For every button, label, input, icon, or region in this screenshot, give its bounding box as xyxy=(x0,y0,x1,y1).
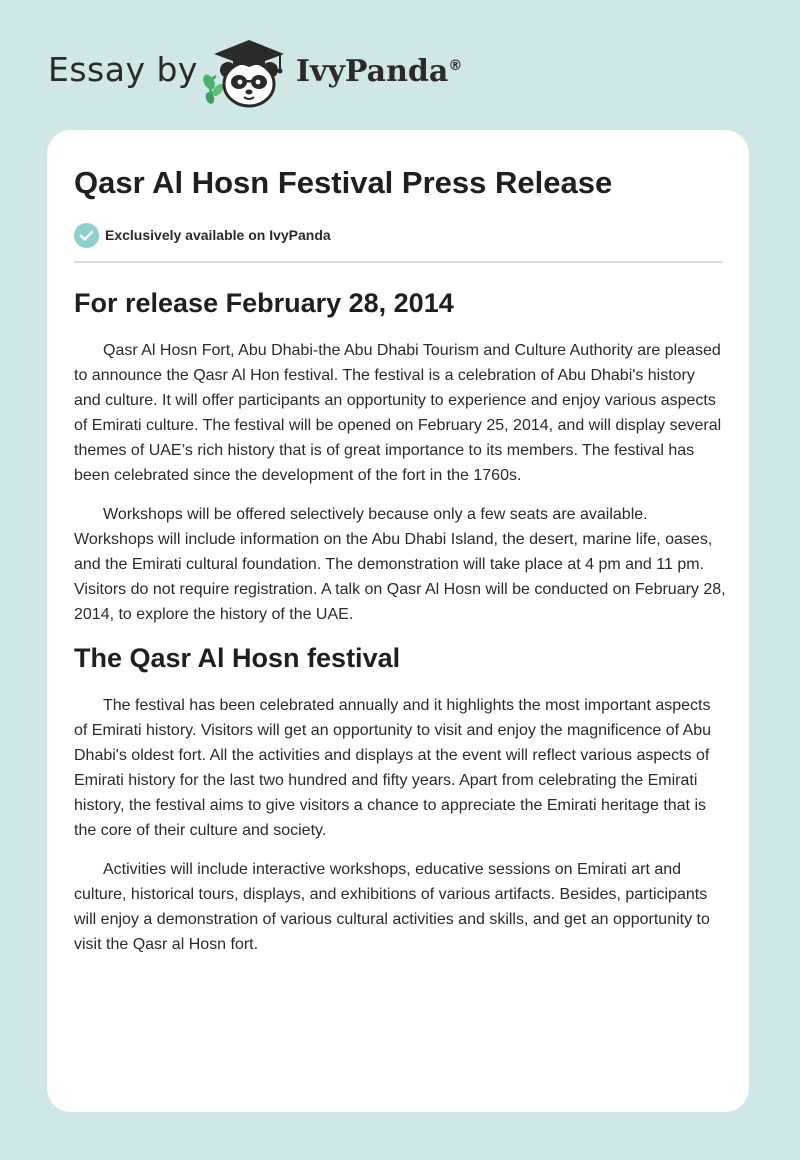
brand-header xyxy=(0,0,800,130)
brand-name-text: IvyPanda xyxy=(296,54,449,89)
section-heading: The Qasr Al Hosn festival xyxy=(74,643,401,673)
paragraph: The festival has been celebrated annually and it highlights the most important aspects of Emirati history. Visitors will get an opportunity to visit and enjoy the magnificence of Abu Dhabi's oldest fort. All the activities and displays at the event will reflect various aspects of Emirati history for the last two hundred and fifty years. Apart from celebrating the Emirati history, the festival aims to give visitors a chance to appreciate the Emirati heritage that is the core of their culture and society. xyxy=(74,697,712,839)
paragraph: Workshops will be offered selectively because only a few seats are available. Workshops will include information on the Abu Dhabi Island, the desert, marine life, oases, and the Emirati cultural foundation. The demonstration will take place at 4 pm and 11 pm. Visitors do not require registration. A talk on Qasr Al Hosn will be conducted on February 28, 2014, to explore the history of the UAE. xyxy=(74,506,726,623)
section-release-date xyxy=(74,286,726,627)
document-body xyxy=(74,286,726,957)
registered-mark: ® xyxy=(448,58,463,74)
page-title: Qasr Al Hosn Festival Press Release xyxy=(74,165,613,200)
exclusive-badge xyxy=(74,222,331,248)
document-card xyxy=(47,130,749,1112)
paragraph: Qasr Al Hosn Fort, Abu Dhabi-the Abu Dhabi Tourism and Culture Authority are pleased to announce the Qasr Al Hon festival. The festival is a celebration of Abu Dhabi's history and culture. It will offer participants an opportunity to experience and enjoy various aspects of Emirati culture. The festival will be opened on February 25, 2014, and will display several themes of UAE’s rich history that is of great importance to its members. The festival has been celebrated since the development of the fort in the 1760s. xyxy=(74,342,722,484)
check-circle-icon xyxy=(74,223,99,248)
section-festival xyxy=(74,641,726,957)
brand-prefix: Essay by xyxy=(48,50,198,89)
section-heading: For release February 28, 2014 xyxy=(74,288,454,318)
title-divider xyxy=(74,261,723,263)
badge-text: Exclusively available on IvyPanda xyxy=(105,227,331,243)
paragraph: Activities will include interactive workshops, educative sessions on Emirati art and culture, historical tours, displays, and exhibitions of various artifacts. Besides, participants will enjoy a demonstration of various cultural activities and skills, and get an opportunity to visit the Qasr al Hosn fort. xyxy=(74,861,710,953)
panda-graduate-logo-icon[interactable] xyxy=(200,36,292,110)
brand-name[interactable] xyxy=(296,54,462,89)
